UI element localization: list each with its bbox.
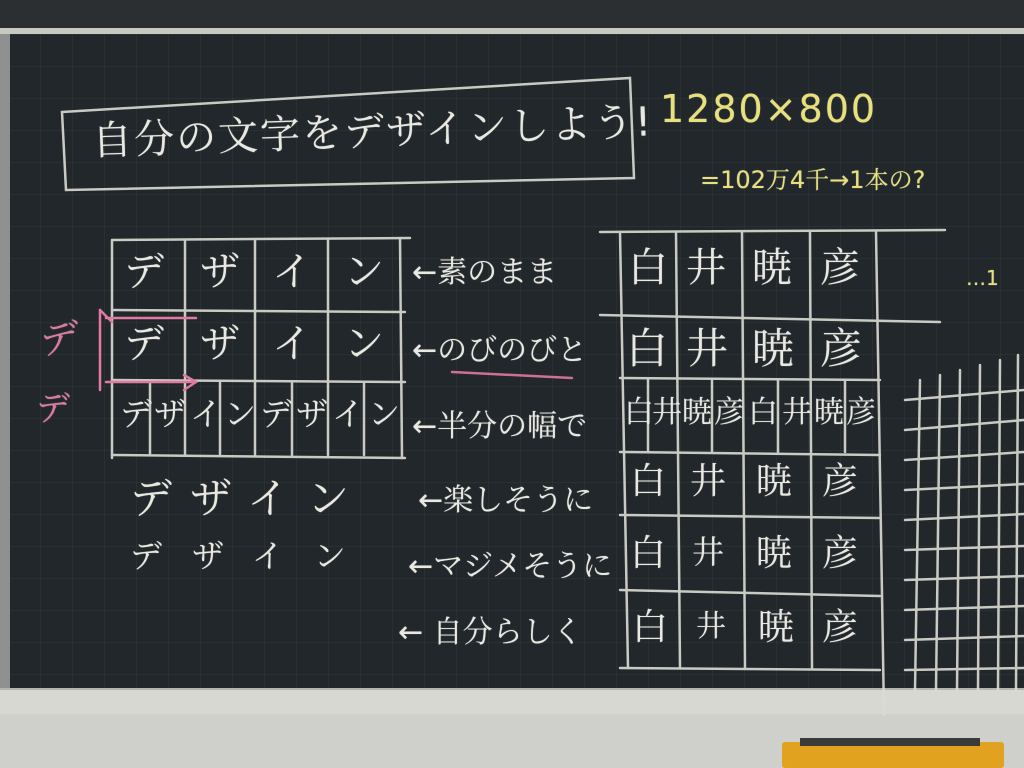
name-r1-c1: 白	[628, 245, 668, 291]
name-r3-c5: 白	[748, 395, 778, 430]
pink-side-mark-1: デ	[40, 314, 79, 364]
name-r6-c4: 彦	[822, 607, 859, 648]
name-r3-c6: 井	[782, 395, 812, 430]
row1-cell-4: ン	[344, 249, 384, 295]
name-r1-c4: 彦	[820, 245, 860, 291]
name-r5-c2: 井	[692, 533, 725, 571]
row1-label: ←素のまま	[412, 255, 558, 290]
pink-side-mark-2: デ	[36, 389, 70, 429]
row3-cell-5: デ	[260, 395, 293, 433]
row3-cell-6: ザ	[296, 395, 329, 433]
row1-cell-1: デ	[124, 249, 164, 295]
name-r2-c2: 井	[686, 324, 729, 373]
name-r2-c3: 暁	[752, 324, 795, 373]
row3-cell-8: ン	[368, 395, 401, 433]
row2-cell-1: デ	[124, 321, 164, 367]
name-r3-c7: 暁	[814, 395, 844, 430]
name-r4-c2: 井	[690, 461, 727, 502]
name-r5-c1: 白	[630, 533, 667, 574]
row6-label: ← 自分らしく	[398, 615, 583, 650]
row5-text: デザイン	[130, 537, 376, 575]
name-r6-c1: 白	[632, 607, 669, 648]
name-r2-c4: 彦	[820, 324, 863, 373]
name-r3-c3: 暁	[682, 395, 712, 430]
title-text: 自分の文字をデザインしよう!	[91, 99, 654, 165]
name-r6-c3: 暁	[758, 607, 795, 648]
row2-cell-3: イ	[272, 321, 312, 367]
row3-label: ←半分の幅で	[412, 409, 588, 444]
resolution-note: 1280×800	[660, 87, 878, 131]
name-r3-c1: 白	[624, 395, 654, 430]
name-r5-c4: 彦	[822, 533, 859, 574]
name-r2-c1: 白	[626, 324, 669, 373]
row3-cell-2: ザ	[154, 395, 187, 433]
name-r5-c3: 暁	[756, 533, 793, 574]
name-r1-c3: 暁	[752, 245, 792, 291]
row4-text: デザイン	[130, 474, 368, 523]
name-r1-c2: 井	[686, 245, 726, 291]
row3-cell-4: ン	[224, 395, 257, 433]
pixel-count-note: =102万4千→1本の?	[700, 166, 926, 194]
row2-cell-4: ン	[344, 321, 384, 367]
name-r3-c2: 井	[652, 395, 682, 430]
row3-cell-3: イ	[190, 395, 223, 433]
row3-cell-1: デ	[120, 395, 153, 433]
row1-cell-2: ザ	[200, 249, 240, 295]
name-r3-c4: 彦	[714, 395, 744, 430]
name-r4-c4: 彦	[822, 461, 859, 502]
row5-label: ←マジメそうに	[408, 549, 613, 584]
name-r6-c2: 井	[696, 609, 726, 644]
row3-cell-7: イ	[332, 395, 365, 433]
ellipsis-note: …1	[966, 266, 999, 290]
name-r3-c8: 彦	[846, 395, 876, 430]
row4-label: ←楽しそうに	[418, 483, 594, 518]
name-r4-c1: 白	[630, 461, 667, 502]
name-r4-c3: 暁	[756, 461, 793, 502]
row2-label: ←のびのびと	[412, 333, 588, 368]
row2-cell-2: ザ	[200, 321, 240, 367]
row1-cell-3: イ	[272, 249, 312, 295]
